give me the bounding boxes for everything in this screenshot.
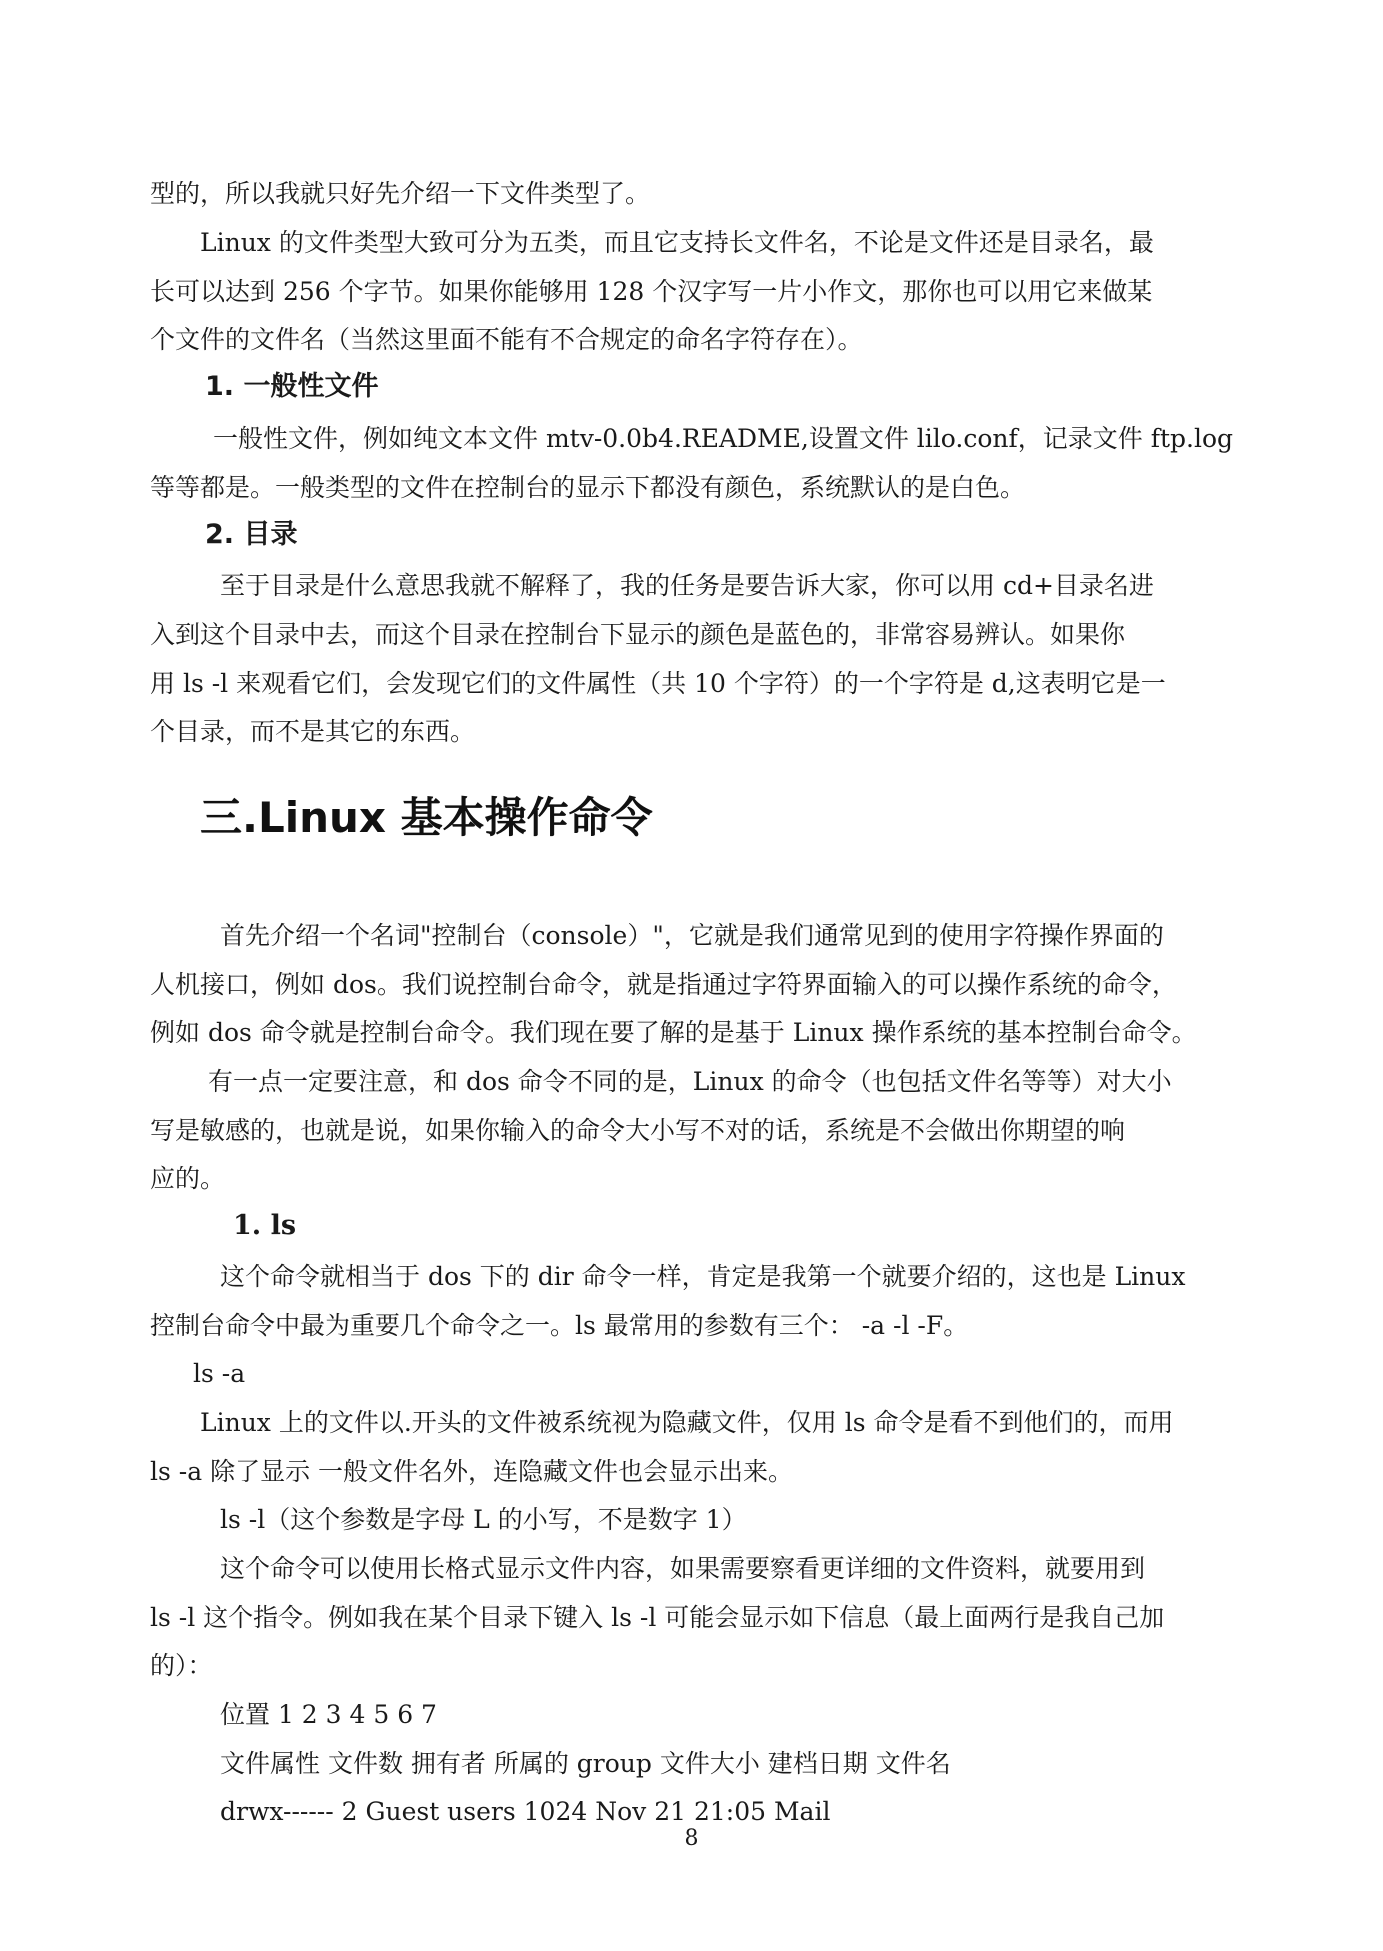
paragraph-line: 人机接口，例如 dos。我们说控制台命令，就是指通过字符界面输入的可以操作系统的命令， — [150, 970, 1177, 999]
paragraph-line: 长可以达到 256 个字节。如果你能够用 128 个汉字写一片小作文，那你也可以用它来做某 — [150, 277, 1153, 306]
paragraph-line: drwx------ 2 Guest users 1024 Nov 21 21:05 Mail — [220, 1797, 831, 1826]
paragraph-line: ls -l（这个参数是字母 L 的小写，不是数字 1） — [220, 1505, 747, 1534]
paragraph-line: 至于目录是什么意思我就不解释了，我的任务是要告诉大家，你可以用 cd+目录名进 — [220, 571, 1154, 600]
paragraph-line: 入到这个目录中去，而这个目录在控制台下显示的颜色是蓝色的，非常容易辨认。如果你 — [150, 620, 1126, 649]
paragraph-line: 位置 1 2 3 4 5 6 7 — [220, 1700, 437, 1729]
paragraph-line: 等等都是。一般类型的文件在控制台的显示下都没有颜色，系统默认的是白色。 — [150, 473, 1026, 502]
paragraph-line: ls -a 除了显示 一般文件名外，连隐藏文件也会显示出来。 — [150, 1457, 794, 1486]
paragraph-line: ls -l 这个指令。例如我在某个目录下键入 ls -l 可能会显示如下信息（最上面两行是我自己加 — [150, 1603, 1165, 1632]
paragraph-line: 首先介绍一个名词"控制台（console）"，它就是我们通常见到的使用字符操作界面的 — [220, 921, 1164, 950]
paragraph-line: 型的，所以我就只好先介绍一下文件类型了。 — [150, 179, 651, 208]
paragraph-line: 个目录，而不是其它的东西。 — [150, 717, 476, 746]
paragraph-line: 应的。 — [150, 1164, 226, 1193]
paragraph-line: 用 ls -l 来观看它们，会发现它们的文件属性（共 10 个字符）的一个字符是 d,这表明它是一 — [150, 669, 1166, 698]
paragraph-line: 写是敏感的，也就是说，如果你输入的命令大小写不对的话，系统是不会做出你期望的响 — [150, 1116, 1126, 1145]
paragraph-line: 有一点一定要注意，和 dos 命令不同的是，Linux 的命令（也包括文件名等等）对大小 — [208, 1067, 1172, 1096]
section-title: 三.Linux 基本操作命令 — [200, 793, 653, 842]
paragraph-line: 这个命令可以使用长格式显示文件内容，如果需要察看更详细的文件资料，就要用到 — [220, 1554, 1146, 1583]
subheading-general-file: 1. 一般性文件 — [205, 371, 379, 402]
paragraph-line: 个文件的文件名（当然这里面不能有不合规定的命名字符存在）。 — [150, 325, 863, 354]
paragraph-line: 一般性文件，例如纯文本文件 mtv-0.0b4.README,设置文件 lilo.conf，记录文件 ftp.log — [213, 424, 1233, 453]
paragraph-line: 例如 dos 命令就是控制台命令。我们现在要了解的是基于 Linux 操作系统的基本控制台命令。 — [150, 1018, 1197, 1047]
paragraph-line: Linux 上的文件以.开头的文件被系统视为隐藏文件，仅用 ls 命令是看不到他们的，而用 — [200, 1408, 1174, 1437]
paragraph-line: 的）： — [150, 1651, 213, 1680]
subheading-ls: 1. ls — [233, 1210, 297, 1241]
paragraph-line: Linux 的文件类型大致可分为五类，而且它支持长文件名，不论是文件还是目录名，最 — [200, 228, 1154, 257]
subheading-directory: 2. 目录 — [205, 519, 298, 550]
paragraph-line: 这个命令就相当于 dos 下的 dir 命令一样，肯定是我第一个就要介绍的，这也是 Linux — [220, 1262, 1186, 1291]
paragraph-line: 控制台命令中最为重要几个命令之一。ls 最常用的参数有三个： -a -l -F。 — [150, 1311, 969, 1340]
paragraph-line: ls -a — [193, 1359, 246, 1388]
paragraph-line: 文件属性 文件数 拥有者 所属的 group 文件大小 建档日期 文件名 — [220, 1749, 951, 1778]
page-number: 8 — [684, 1826, 699, 1851]
